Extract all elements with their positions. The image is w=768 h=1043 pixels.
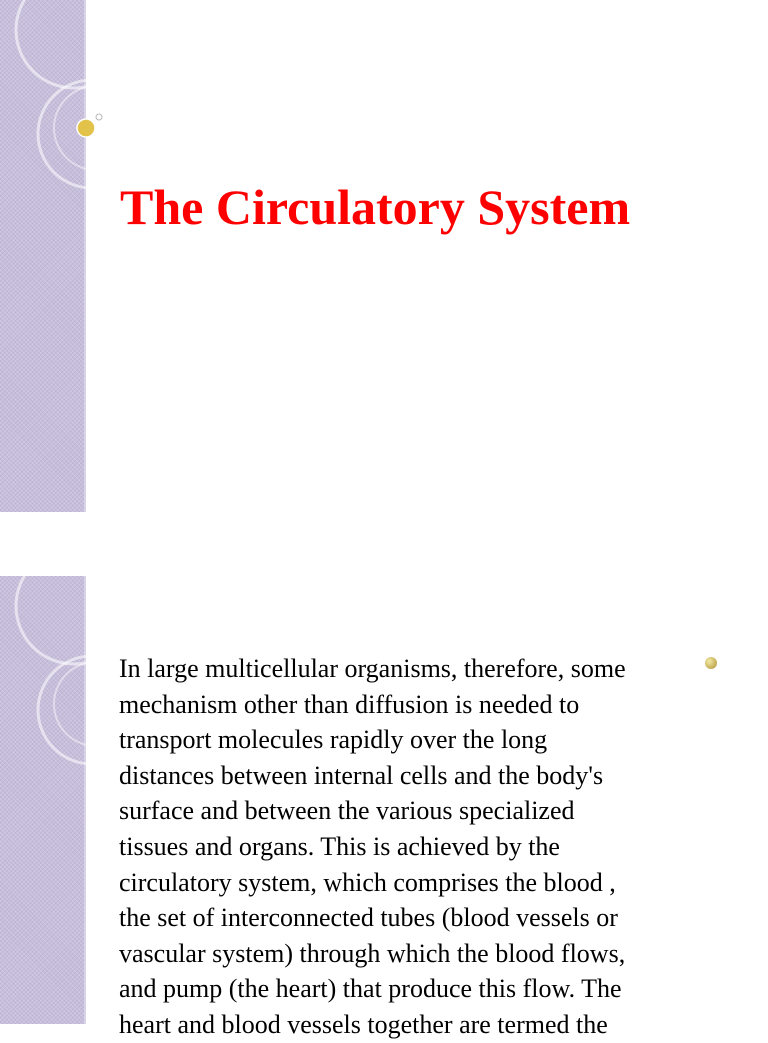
title-slide — [0, 0, 768, 512]
body-paragraph: In large multicellular organisms, therefore, some mechanism other than diffusion is needed to transport molecules rapidly over the long distances between internal cells and the body's surface and between the various specialized tissues and organs. This is achieved by the circulatory system, which comprises the blood , the set of interconnected tubes (blood vessels or vascular system) through which the blood flows, and pump (the heart) that produce this flow. The heart and blood vessels together are termed the — [119, 654, 626, 1039]
slide-title: The Circulatory System — [120, 179, 631, 235]
decorative-rings — [0, 576, 110, 796]
decorative-rings — [0, 0, 110, 220]
